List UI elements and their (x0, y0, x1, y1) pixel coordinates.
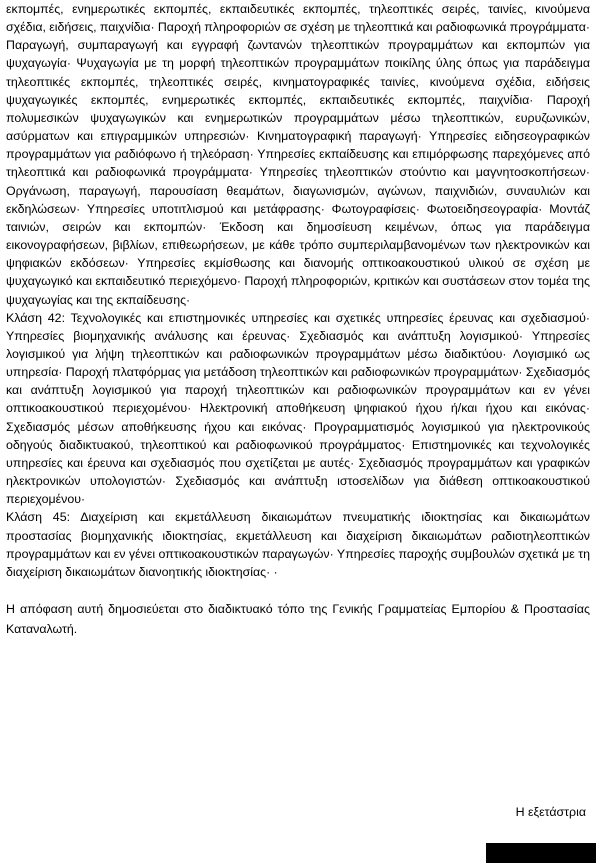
class-41-continuation: εκπομπές, ενημερωτικές εκπομπές, εκπαιδευτικές εκπομπές, τηλεοπτικές σειρές, ταινίες, κινούμενα σχέδια, ειδήσεις, παιχνίδια· Παροχή πληροφοριών σε σχέση με τηλεοπτικά και ραδιοφωνικά προγράμματα· Παραγωγή, συμπαραγωγή και εγγραφή ζωντανών τηλεοπτικών προγραμμάτων και εκπομπών για ψυχαγωγία· Ψυχαγωγία με τη μορφή τηλεοπτικών προγραμμάτων ποικίλης ύλης όπως για παράδειγμα τηλεοπτικές εκπομπές, τηλεοπτικές σειρές, κινηματογραφικές ταινίες, κινούμενα σχέδια, ειδήσεις ψυχαγωγικές εκπομπές, ενημερωτικές εκπομπές, εκπαιδευτικές εκπομπές, παιχνίδια· Παροχή πολυμεσικών ψυχαγωγικών και ενημερωτικών προγραμμάτων μέσω τηλεοπτικών, ευρυζωνικών, ασύρματων και επιγραμμικών υπηρεσιών· Κινηματογραφική παραγωγή· Υπηρεσίες ειδησεογραφικών προγραμμάτων για ραδιόφωνο ή τηλεόραση· Υπηρεσίες εκπαίδευσης και επιμόρφωσης παρεχόμενες από τηλεοπτικά και ραδιοφωνικά προγράμματα· Υπηρεσίες τηλεοπτικών στούντιο και μαγνητοσκοπήσεων· Οργάνωση, παραγωγή, παρουσίαση θεαμάτων, διαγωνισμών, αγώνων, παιχνιδιών, συναυλιών και εκδηλώσεων· Υπηρεσίες υποτιτλισμού και μετάφρασης· Φωτογραφίσεις· Φωτοειδησεογραφία· Μοντάζ ταινιών, σειρών και εκπομπών· Έκδοση και δημοσίευση κειμένων, όπως για παράδειγμα εικονογραφήσεων, βιβλίων, επιθεωρήσεων, με κάθε τρόπο συμπεριλαμβανομένων των ηλεκτρονικών και ψηφιακών εκδόσεων· Υπηρεσίες εκμίσθωσης και διανομής οπτικοακουστικού υλικού σε σχέση με ψυχαγωγικό και εκπαιδευτικό περιεχόμενο· Παροχή πληροφοριών, κριτικών και συστάσεων στον τομέα της ψυχαγωγίας και της εκπαίδευσης· (6, 2, 590, 307)
class-42-paragraph: Κλάση 42: Τεχνολογικές και επιστημονικές υπηρεσίες και σχετικές υπηρεσίες έρευνας και σχεδιασμού· Υπηρεσίες βιομηχανικής ανάλυσης και έρευνας· Σχεδιασμός και ανάπτυξη λογισμικού· Υπηρεσίες λογισμικού για λήψη τηλεοπτικών και ραδιοφωνικών προγραμμάτων μέσω διαδικτύου· Λογισμικό ως υπηρεσία· Παροχή πλατφόρμας για μετάδοση τηλεοπτικών και ραδιοφωνικών προγραμμάτων· Σχεδιασμός και ανάπτυξη λογισμικού για παροχή τηλεοπτικών και ραδιοφωνικών προγραμμάτων και εν γένει οπτικοακουστικού περιεχομένου· Ηλεκτρονική αποθήκευση ψηφιακού ήχου ή/και ήχου και εικόνας· Σχεδιασμός μέσων αποθήκευσης ήχου και εικόνας· Προγραμματισμός λογισμικού για ηλεκτρονικούς οδηγούς διαδικτυακού, τηλεοπτικού και ραδιοφωνικού προγράμματος· Επιστημονικές και τεχνολογικές υπηρεσίες και έρευνα και σχεδιασμός που σχετίζεται με αυτές· Σχεδιασμός προγραμμάτων και γραφικών ηλεκτρονικών υπολογιστών· Σχεδιασμός και ανάπτυξη ιστοσελίδων για διάθεση οπτικοακουστικού περιεχομένου· (6, 310, 590, 507)
class-45-paragraph: Κλάση 45: Διαχείριση και εκμετάλλευση δικαιωμάτων πνευματικής ιδιοκτησίας και δικαιωμάτων προστασίας βιομηχανικής ιδιοκτησίας, εκμετάλλευση και διαχείριση δικαιωμάτων ραδιοτηλεοπτικών προγραμμάτων και εν γένει οπτικοακουστικών παραγωγών· Υπηρεσίες παροχής συμβουλών σχετικά με τη διαχείριση δικαιωμάτων διανοητικής ιδιοκτησίας· · (6, 510, 590, 579)
paragraph-spacer (6, 581, 590, 599)
document-page (6, 0, 590, 639)
redaction-bar (486, 843, 596, 863)
examiner-signature-label: Η εξετάστρια (515, 805, 586, 819)
publication-notice: Η απόφαση αυτή δημοσιεύεται στο διαδικτυακό τόπο της Γενικής Γραμματείας Εμπορίου & Προστασίας Καταναλωτή. (6, 602, 590, 636)
